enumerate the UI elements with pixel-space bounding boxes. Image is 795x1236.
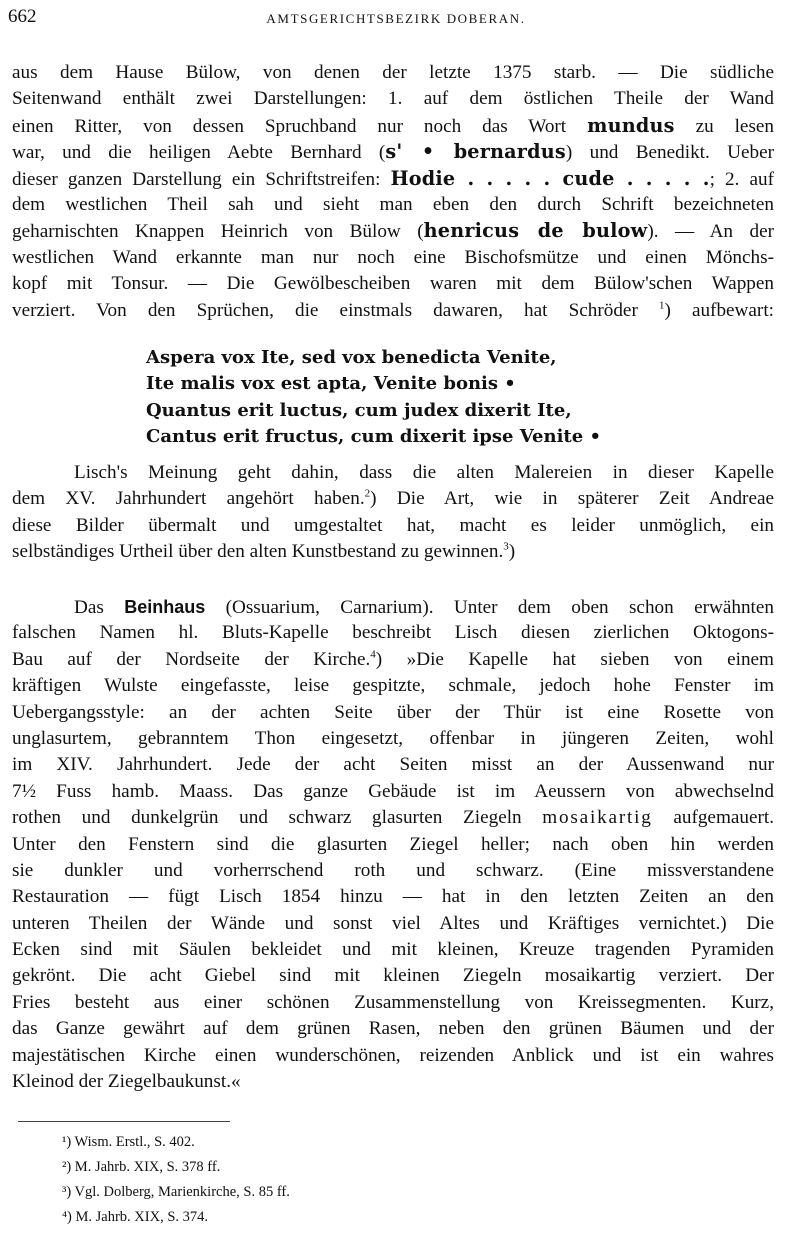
- verse-line: Aspera vox Ite, sed vox benedicta Venite,: [146, 347, 557, 368]
- text-line: war, und die heiligen Aebte Bernhard (s' • bernardus) und Benedikt. Ueber: [12, 140, 774, 164]
- latin-verse: [146, 345, 666, 450]
- text-line: westlichen Wand erkannte man nur noch eine Bischofsmütze und einen Mönchs-: [12, 246, 774, 268]
- footnote: ¹) Wism. Erstl., S. 402.: [62, 1134, 195, 1150]
- verse-line: Quantus erit luctus, cum judex dixerit Ite,: [146, 399, 572, 421]
- text-line: 7½ Fuss hamb. Maass. Das ganze Gebäude ist im Aeussern von abwechselnd: [12, 780, 774, 802]
- footnote: ⁴) M. Jahrb. XIX, S. 374.: [62, 1209, 209, 1225]
- text-line: selbständiges Urtheil über den alten Kunstbestand zu gewinnen.$^3$): [12, 540, 516, 563]
- text-line: dem westlichen Theil sah und sieht man eben den durch Schrift bezeichneten: [12, 193, 774, 215]
- text-line: verziert. Von den Sprüchen, die einstmals dawaren, hat Schröder $^1$) aufbewart:: [12, 299, 774, 321]
- text-line: Fries besteht aus einer schönen Zusammenstellung von Kreissegmenten. Kurz,: [12, 991, 774, 1013]
- verse-line: Ite malis vox est apta, Venite bonis •: [146, 373, 516, 395]
- footnote: ³) Vgl. Dolberg, Marienkirche, S. 85 ff.: [62, 1184, 290, 1200]
- text-line: Uebergangsstyle: an der achten Seite über der Thür ist eine Rosette von: [12, 701, 774, 723]
- text-line: kopf mit Tonsur. — Die Gewölbescheiben waren mit dem Bülow'schen Wappen: [12, 273, 774, 295]
- section-term: Beinhaus: [124, 597, 206, 617]
- text-line: dem XV. Jahrhundert angehört haben.$^2$) Die Art, wie in späterer Zeit Andreae: [12, 488, 774, 510]
- text-line: Bau auf der Nordseite der Kirche.$^4$) »Die Kapelle hat sieben von einem: [12, 648, 774, 670]
- text-line: Kleinod der Ziegelbaukunst.«: [12, 1071, 241, 1093]
- blackletter-inscription: s' • bernardus: [385, 140, 566, 164]
- text-line: rothen und dunkelgrün und schwarz glasurten Ziegeln mosaikartig aufgemauert.: [12, 807, 775, 829]
- footnote-ref: 1: [658, 299, 665, 312]
- footnote-divider: [18, 1121, 230, 1122]
- footnote-ref: 2: [364, 488, 371, 500]
- text-line: gekrönt. Die acht Giebel sind mit kleinen Ziegeln mosaikartig verziert. Der: [12, 965, 774, 987]
- page-header: [6, 6, 786, 36]
- text-line: das Ganze gewährt auf dem grünen Rasen, neben den grünen Bäumen und der: [12, 1018, 774, 1040]
- blackletter-inscription: henricus de bulow: [423, 219, 648, 243]
- text-line: Restauration — fügt Lisch 1854 hinzu — hat in den letzten Zeiten an den: [12, 886, 774, 908]
- blackletter-inscription: Hodie . . . . . cude . . . . .: [390, 166, 710, 190]
- text-line: Unter den Fenstern sind die glasurten Ziegel heller; nach oben hin werden: [12, 833, 774, 855]
- text-line: sie dunkler und vorherrschend roth und schwarz. (Eine missverstandene: [12, 859, 774, 881]
- paragraph-chapel-paintings: [12, 60, 774, 324]
- text-line: unteren Theilen der Wände und sonst viel Altes und Kräftiges vernichtet.) Die: [12, 912, 774, 934]
- text-line: Lisch's Meinung geht dahin, dass die alten Malereien in dieser Kapelle: [74, 462, 774, 483]
- text-line: majestätischen Kirche einen wunderschönen, reizenden Anblick und ist ein wahres: [12, 1044, 774, 1066]
- page-number: 662: [8, 6, 37, 27]
- text-line: falschen Namen hl. Bluts-Kapelle beschreibt Lisch diesen zierlichen Oktogons-: [12, 622, 774, 644]
- text-line: Ecken sind mit Säulen bekleidet und mit kleinen, Kreuze tragenden Pyramiden: [12, 939, 774, 961]
- footnotes: [62, 1130, 542, 1230]
- text-line: aus dem Hause Bülow, von denen der letzte 1375 starb. — Die südliche: [12, 62, 774, 83]
- running-head: AMTSGERICHTSBEZIRK DOBERAN.: [266, 11, 526, 26]
- paragraph-beinhaus: [12, 594, 774, 1095]
- text-line: im XIV. Jahrhundert. Jede der acht Seiten misst an der Aussenwand nur: [12, 754, 774, 776]
- text-line: Seitenwand enthält zwei Darstellungen: 1. auf dem östlichen Theile der Wand: [12, 88, 774, 110]
- footnote-ref: 4: [370, 648, 376, 661]
- text-line: diese Bilder übermalt und umgestaltet hat, macht es leider unmöglich, ein: [12, 514, 774, 536]
- text-line: dieser ganzen Darstellung ein Schriftstreifen: Hodie . . . . . cude . . . . .; 2. auf: [12, 166, 774, 190]
- text-line: einen Ritter, von dessen Spruchband nur noch das Wort mundus zu lesen: [12, 113, 775, 137]
- verse-line: Cantus erit fructus, cum dixerit ipse Venite •: [146, 425, 601, 447]
- text-line: Das Beinhaus (Ossuarium, Carnarium). Unter dem oben schon erwähnten: [74, 597, 774, 618]
- footnote-ref: 3: [503, 540, 509, 553]
- spaced-emphasis: mosaikartig: [542, 807, 653, 829]
- blackletter-inscription: mundus: [587, 113, 675, 137]
- text-line: geharnischten Knappen Heinrich von Bülow (henricus de bulow). — An der: [12, 219, 774, 243]
- text-line: unglasurtem, gebranntem Thon eingesetzt, offenbar in jüngeren Zeiten, wohl: [12, 727, 774, 749]
- paragraph-lisch-opinion: [12, 460, 774, 566]
- text-line: kräftigen Wulste eingefasste, leise gespitzte, schmale, jedoch hohe Fenster im: [12, 675, 774, 697]
- footnote: ²) M. Jahrb. XIX, S. 378 ff.: [62, 1159, 221, 1175]
